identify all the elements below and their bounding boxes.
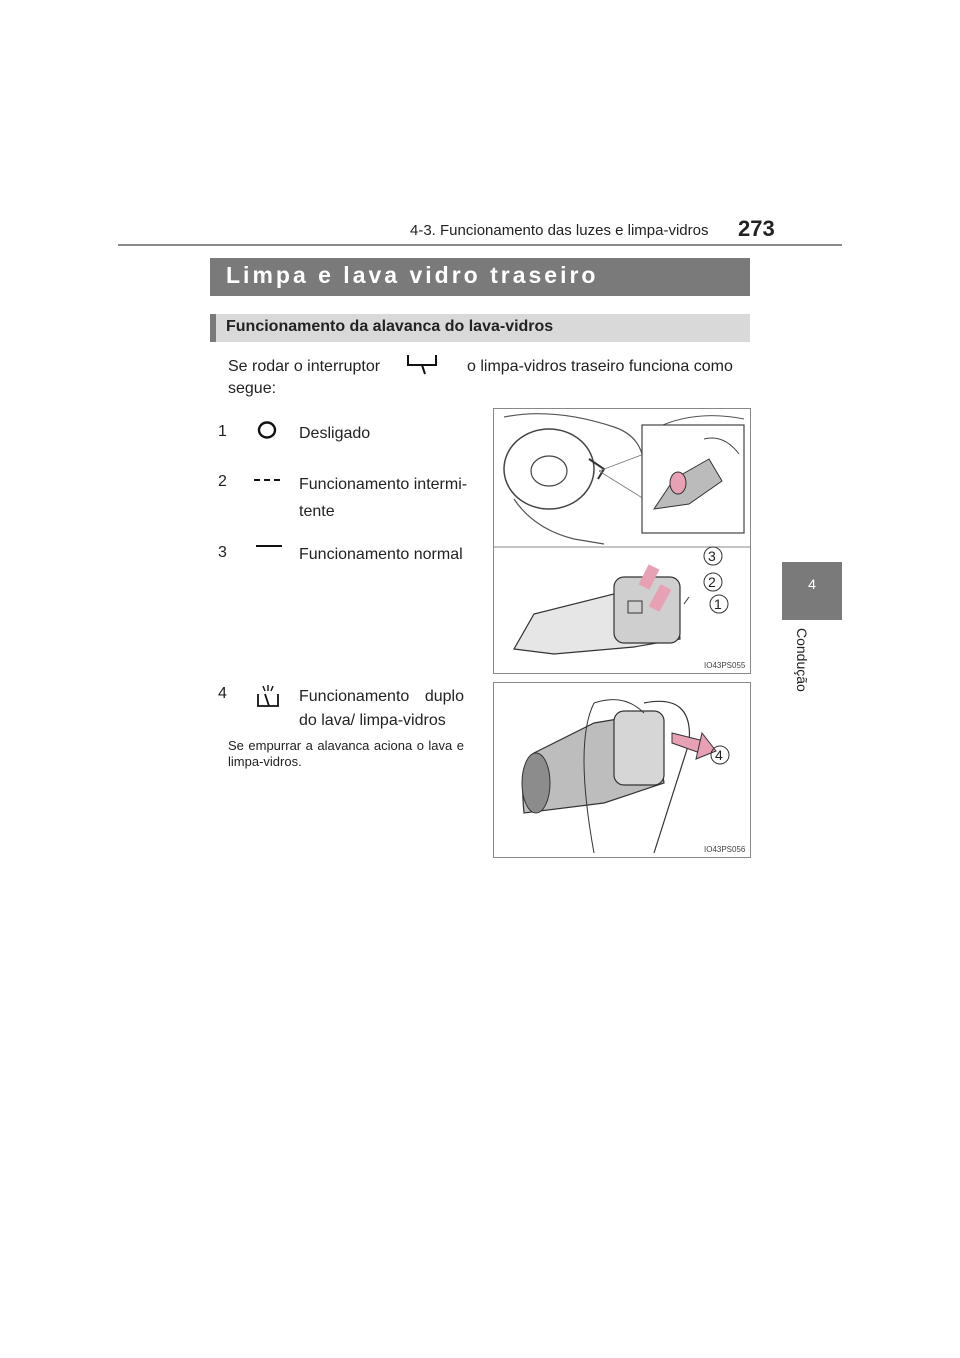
callout-4: 4 (715, 747, 723, 763)
solid-line-icon (254, 542, 284, 550)
intro-text-part1: Se rodar o interruptor (228, 358, 381, 375)
steering-lever-illustration (494, 409, 750, 673)
section-title-bar (210, 258, 750, 296)
item-text-4-line1 (299, 684, 464, 709)
figure-steering-lever (493, 408, 751, 674)
intro-text-part2: o limpa-vidros traseiro funciona como (467, 358, 733, 375)
page-number: 273 (738, 216, 775, 241)
chapter-tab-label (770, 628, 850, 728)
subsection-title: Funcionamento da alavanca do lava-vidros (226, 318, 554, 335)
subsection-accent (210, 314, 216, 342)
figure-push-lever (493, 682, 751, 858)
section-title: Limpa e lava vidro traseiro (226, 262, 599, 288)
item-number-4: 4 (218, 685, 227, 702)
callout-2: 2 (708, 574, 716, 590)
header-divider (118, 244, 842, 246)
intro-text-part3: segue: (228, 380, 277, 397)
callout-3: 3 (708, 548, 716, 564)
dashed-line-icon (252, 476, 282, 484)
push-lever-note: Se empurrar a alavanca aciona o lava e limpa-vidros. (228, 738, 464, 769)
wiper-washer-icon (255, 684, 281, 710)
chapter-header: 4-3. Funcionamento das luzes e limpa-vidros (410, 222, 709, 239)
callout-1: 1 (714, 596, 722, 612)
subsection-title-bar (210, 314, 750, 342)
circle-icon (256, 420, 278, 440)
item-text-4-line1-content: Funcionamento duplo (299, 688, 464, 705)
item-text-1: Desligado (299, 425, 371, 442)
figure-code-2: IO43PS056 (704, 845, 746, 854)
item-number-2: 2 (218, 473, 227, 490)
push-lever-illustration (494, 683, 750, 857)
item-number-1: 1 (218, 423, 227, 440)
figure-code-1: IO43PS055 (704, 661, 746, 670)
item-text-3: Funcionamento normal (299, 546, 463, 563)
item-text-2-line2: tente (299, 503, 335, 520)
item-text-4-line2: do lava/ limpa-vidros (299, 712, 446, 729)
item-number-3: 3 (218, 544, 227, 561)
chapter-tab: 4 (782, 562, 842, 620)
item-text-2-line1: Funcionamento intermi- (299, 476, 468, 493)
rear-wiper-switch-icon (405, 352, 439, 378)
chapter-name: Condução (794, 628, 810, 692)
